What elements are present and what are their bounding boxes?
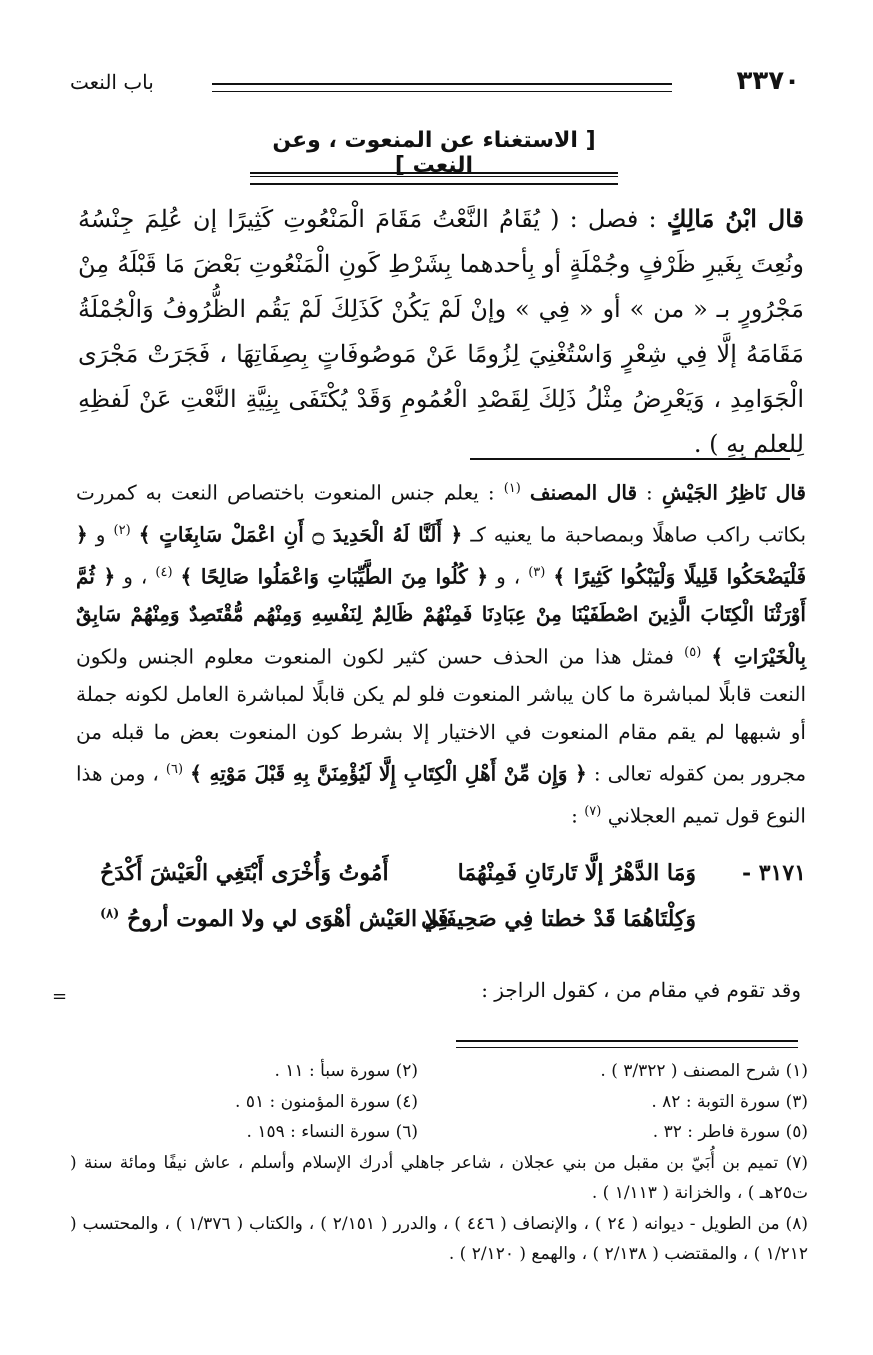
header-rule: [212, 83, 672, 92]
divider: [470, 458, 790, 460]
hemistich-second: [100, 906, 448, 932]
footnote-ref-5: (٥): [684, 644, 702, 660]
footnote-8: (٨) من الطويل - ديوانه ( ٢٤ ) ، والإنصاف ( ٤٤٦ ) ، والدرر ( ٢/١٥١ ) ، والكتاب ( ١/٣٧٦ ) ، والمحتسب ( ١/٢١٢ ) ، والمقتضب ( ٢/١٣٨ ) ، والهمع ( ٢/١٢٠ ) .: [70, 1213, 808, 1264]
conjunction: و: [496, 564, 506, 589]
footnote-ref-4: (٤): [155, 565, 173, 581]
after-poem-text: وقد تقوم في مقام من ، كقول الراجز :: [481, 978, 801, 1002]
quran-quote-3: ﴿ كُلُوا مِنَ الطَّيِّبَاتِ وَاعْمَلُوا صَالِحًا ﴾: [180, 564, 489, 589]
verse-line-1: [100, 860, 806, 906]
footnote-6: (٦) سورة النساء : ١٥٩ .: [246, 1122, 418, 1142]
hemistich-first: وَمَا الدَّهْرُ إلَّا تَارتَانِ فَمِنْهُمَا: [457, 860, 696, 886]
chapter-title: باب النعت: [70, 70, 154, 94]
continuation-mark: =: [52, 986, 68, 1007]
verse-line-2: [100, 906, 806, 952]
quran-quote-2: ﴿ فَلْيَضْحَكُوا قَلِيلًا وَلْيَبْكُوا كَثِيرًا ﴾: [76, 522, 807, 589]
footnote-3: (٣) سورة التوبة : ٨٢ .: [651, 1091, 808, 1112]
commentary-text-1: يعلم جنس المنعوت باختصاص النعت به كمررت بكاتب راكب صاهلًا وبمصاحبة ما يعنيه كـ: [76, 480, 807, 547]
footnote-divider: [456, 1040, 798, 1048]
quran-quote-5: ﴿ وَإِن مِّنْ أَهْلِ الْكِتَابِ إِلَّا لَيُؤْمِنَنَّ بِهِ قَبْلَ مَوْتِهِ ﴾: [190, 761, 587, 786]
footnote-7: (٧) تميم بن أُبَيّ بن مقبل من بني عجلان ، شاعر جاهلي أدرك الإسلام وأسلم ، عاش نيفًا ومائة سنة ( ت٢٥هـ ) ، والخزانة ( ١/١١٣ ) .: [70, 1152, 808, 1203]
commentary-speaker: قال نَاظِرُ الجَيْشِ: [661, 480, 806, 505]
poem: [100, 860, 806, 952]
commentary-text-2: فمثل هذا من الحذف حسن كثير لكون المنعوت معلوم الجنس ولكون النعت قابلًا لمباشرة ما كان يباشر المنعوت فلو لم يكن قابلًا لمباشرة العامل لكونه جملة أو شبهها لم يقم مقام المنعوت في الاختيار إلا بشرط كون المنعوت بعض ما قبله من مجرور بمن كقوله تعالى :: [76, 644, 807, 786]
footnote-ref-3: (٣): [528, 565, 546, 581]
commentary-text-3: ، ومن هذا النوع قول تميم العجلاني: [76, 761, 806, 828]
footnote-5: (٥) سورة فاطر : ٣٢ .: [652, 1122, 808, 1142]
author-label: قال المصنف: [529, 480, 637, 505]
verse-number: ٣١٧١ -: [741, 860, 806, 886]
footnote-1: (١) شرح المصنف ( ٣/٣٢٢ ) .: [600, 1061, 808, 1081]
hemistich-first: وَكِلْتَاهُمَا قَدْ خطتا فِي صَحِيفَتِي: [421, 906, 696, 932]
section-title: [ الاستغناء عن المنعوت ، وعن النعت ]: [272, 128, 596, 178]
conjunction: و: [95, 522, 106, 547]
matn-speaker: قال ابْنُ مَالِكٍ: [666, 204, 804, 233]
footnotes: [70, 1056, 808, 1270]
footnote-2: (٢) سورة سبأ : ١١ .: [274, 1061, 418, 1081]
matn-text: : فصل : ( يُقَامُ النَّعْتُ مَقَامَ الْمَنْعُوتِ كَثِيرًا إن عُلِمَ جِنْسُهُ ونُعِتَ بِغَيرِ ظَرْفٍ وجُمْلَةٍ أو بِأحدهما بِشَرْطِ كَونِ الْمَنْعُوتِ بَعْضَ مَا قَبْلَهُ مِنْ مَجْرُورٍ بـ « من » أو « فِي » وإنْ لَمْ يَكُنْ كَذَلِكَ لَمْ يَقُم الظُّرُوفُ وَالْجُمْلَةُ مَقَامَهُ إلَّا فِي شِعْرٍ وَاسْتُغْنِيَ لِزُومًا عَنْ مَوصُوفَاتٍ بِصِفَاتِهَا ، فَجَرَتْ مَجْرَى الْجَوَامِدِ ، وَيَعْرِضُ مِثْلُ ذَلِكَ لِقَصْدِ الْعُمُومِ وَقَدْ يُكْتَفَى بِنِيَّةِ النَّعْتِ عَنْ لَفظِهِ لِلعلم بِهِ ) .: [78, 205, 804, 458]
page-number: ٣٣٧٠: [736, 66, 800, 96]
footnote-ref-7: (٧): [584, 804, 602, 820]
footnote-row: [70, 1117, 808, 1148]
footnote-row: [70, 1056, 808, 1087]
hemistich-text: فَلا العَيْش أهْوَى لي ولا الموت أروحُ: [126, 906, 449, 932]
conjunction: و: [123, 564, 133, 589]
footnote-ref-6: (٦): [165, 762, 184, 778]
footnote-ref-2: (٢): [113, 523, 131, 539]
matn-paragraph: [78, 196, 804, 467]
page-header: [70, 66, 800, 106]
title-rule: [250, 172, 618, 185]
footnote-4: (٤) سورة المؤمنون : ٥١ .: [235, 1091, 418, 1112]
footnote-ref-1: (١): [503, 481, 521, 496]
quran-quote-1: ﴿ أَلَنَّا لَهُ الْحَدِيدَ ۝ أَنِ اعْمَلْ سَابِغَاتٍ ﴾: [138, 522, 463, 547]
footnote-row: [70, 1087, 808, 1118]
commentary-paragraph: قال نَاظِرُ الجَيْشِ : قال المصنف $^{(١)}$ : يعلم جنس المنعوت باختصاص النعت به كمررت بكاتب راكب صاهلًا وبمصاحبة ما يعنيه كـ ﴿ أَلَنَّا لَهُ الْحَدِيدَ ۝ أَنِ اعْمَلْ سَابِغَاتٍ ﴾ $^{(٢)}$ و ﴿ فَلْيَضْحَكُوا قَلِيلًا وَلْيَبْكُوا كَثِيرًا ﴾ $^{(٣)}$ ، و ﴿ كُلُوا مِنَ الطَّيِّبَاتِ وَاعْمَلُوا صَالِحًا ﴾ $^{(٤)}$ ، و ﴿ ثُمَّ أَوْرَثْنَا الْكِتَابَ الَّذِينَ اصْطَفَيْنَا مِنْ عِبَادِنَا فَمِنْهُمْ ظَالِمٌ لِنَفْسِهِ وَمِنْهُم مُّقْتَصِدٌ وَمِنْهُمْ سَابِقٌ بِالْخَيْرَاتِ ﴾ $^{(٥)}$ فمثل هذا من الحذف حسن كثير لكون المنعوت معلوم الجنس ولكون النعت قابلًا لمباشرة ما كان يباشر المنعوت فلو لم يكن قابلًا لمباشرة العامل لكونه جملة أو شبهها لم يقم مقام المنعوت في الاختيار إلا بشرط كون المنعوت بعض ما قبله من مجرور بمن كقوله تعالى : ﴿ وَإِن مِّنْ أَهْلِ الْكِتَابِ إِلَّا لَيُؤْمِنَنَّ بِهِ قَبْلَ مَوْتِهِ ﴾ $^{(٦)}$ ، ومن هذا النوع قول تميم العجلاني $^{(٧)}$ :: [76, 480, 807, 828]
quran-quote-4: ﴿ ثُمَّ أَوْرَثْنَا الْكِتَابَ الَّذِينَ اصْطَفَيْنَا مِنْ عِبَادِنَا فَمِنْهُمْ ظَالِمٌ لِنَفْسِهِ وَمِنْهُم مُّقْتَصِدٌ وَمِنْهُمْ سَابِقٌ بِالْخَيْرَاتِ ﴾: [76, 564, 807, 669]
footnote-ref-8: (٨): [100, 906, 120, 922]
hemistich-second: أَمُوتُ وَأُخْرَى أَبْتَغِي الْعَيْشَ أَكْدَحُ: [100, 860, 389, 886]
